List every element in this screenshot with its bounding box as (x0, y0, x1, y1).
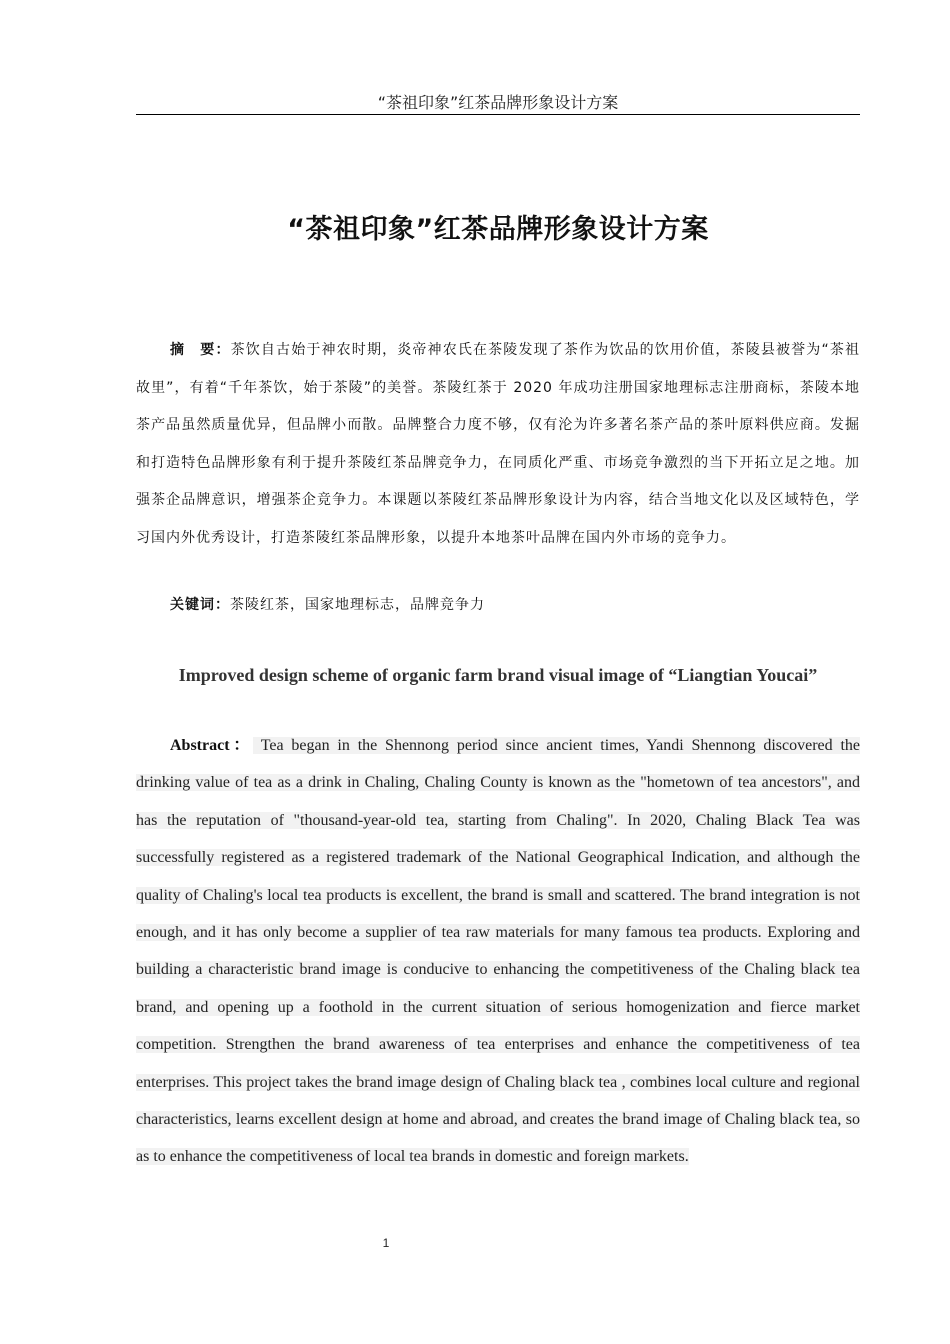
chinese-abstract-label: 摘 要： (170, 342, 231, 358)
english-abstract-body: Tea began in the Shennong period since ancient times, Yandi Shennong discovered the drinking value of tea as a drink in Chaling, Chaling County is known as the "hometown of tea ancestors", and has the reputation of "thousand-year-old tea, starting from Chaling". In 2020, Chaling Black Tea was successfully registered as a registered trademark of the National Geographical Indication, and although the quality of Chaling's local tea products is excellent, the brand is small and scattered. The brand integration is not enough, and it has only become a supplier of tea raw materials for many famous tea products. Exploring and building a characteristic brand image is conducive to enhancing the competitiveness of the Chaling black tea brand, and opening up a foothold in the current situation of serious homogenization and fierce market competition. Strengthen the brand awareness of tea enterprises and enhance the competitiveness of tea enterprises. This project takes the brand image design of Chaling black tea , combines local culture and regional characteristics, learns excellent design at home and abroad, and creates the brand image of Chaling black tea, so as to enhance the competitiveness of local tea brands in domestic and foreign markets. (136, 737, 860, 1166)
document-title: “茶祖印象”红茶品牌形象设计方案 (287, 214, 709, 245)
page-number: 1 (382, 1236, 390, 1250)
chinese-keywords (170, 590, 860, 620)
keywords-body: 茶陵红茶，国家地理标志，品牌竞争力 (230, 597, 485, 613)
running-header: “茶祖印象”红茶品牌形象设计方案 (136, 92, 860, 115)
english-title: Improved design scheme of organic farm brand visual image of “Liangtian Youcai” (178, 665, 818, 685)
english-abstract-label: Abstract： (170, 737, 254, 754)
chinese-abstract (136, 332, 860, 557)
keywords-label: 关键词： (170, 597, 230, 613)
english-abstract (136, 727, 860, 1176)
chinese-abstract-body: 茶饮自古始于神农时期，炎帝神农氏在茶陵发现了茶作为饮品的饮用价值，茶陵县被誉为“茶祖故里”，有着“千年茶饮，始于茶陵”的美誉。茶陵红茶于 2020 年成功注册国家地理标志注册商标，茶陵本地茶产品虽然质量优异，但品牌小而散。品牌整合力度不够，仅有沦为许多著名茶产品的茶叶原料供应商。发掘和打造特色品牌形象有利于提升茶陵红茶品牌竞争力，在同质化严重、市场竞争激烈的当下开拓立足之地。加强茶企品牌意识，增强茶企竞争力。本课题以茶陵红茶品牌形象设计为内容，结合当地文化以及区域特色，学习国内外优秀设计，打造茶陵红茶品牌形象，以提升本地茶叶品牌在国内外市场的竞争力。 (136, 342, 860, 546)
